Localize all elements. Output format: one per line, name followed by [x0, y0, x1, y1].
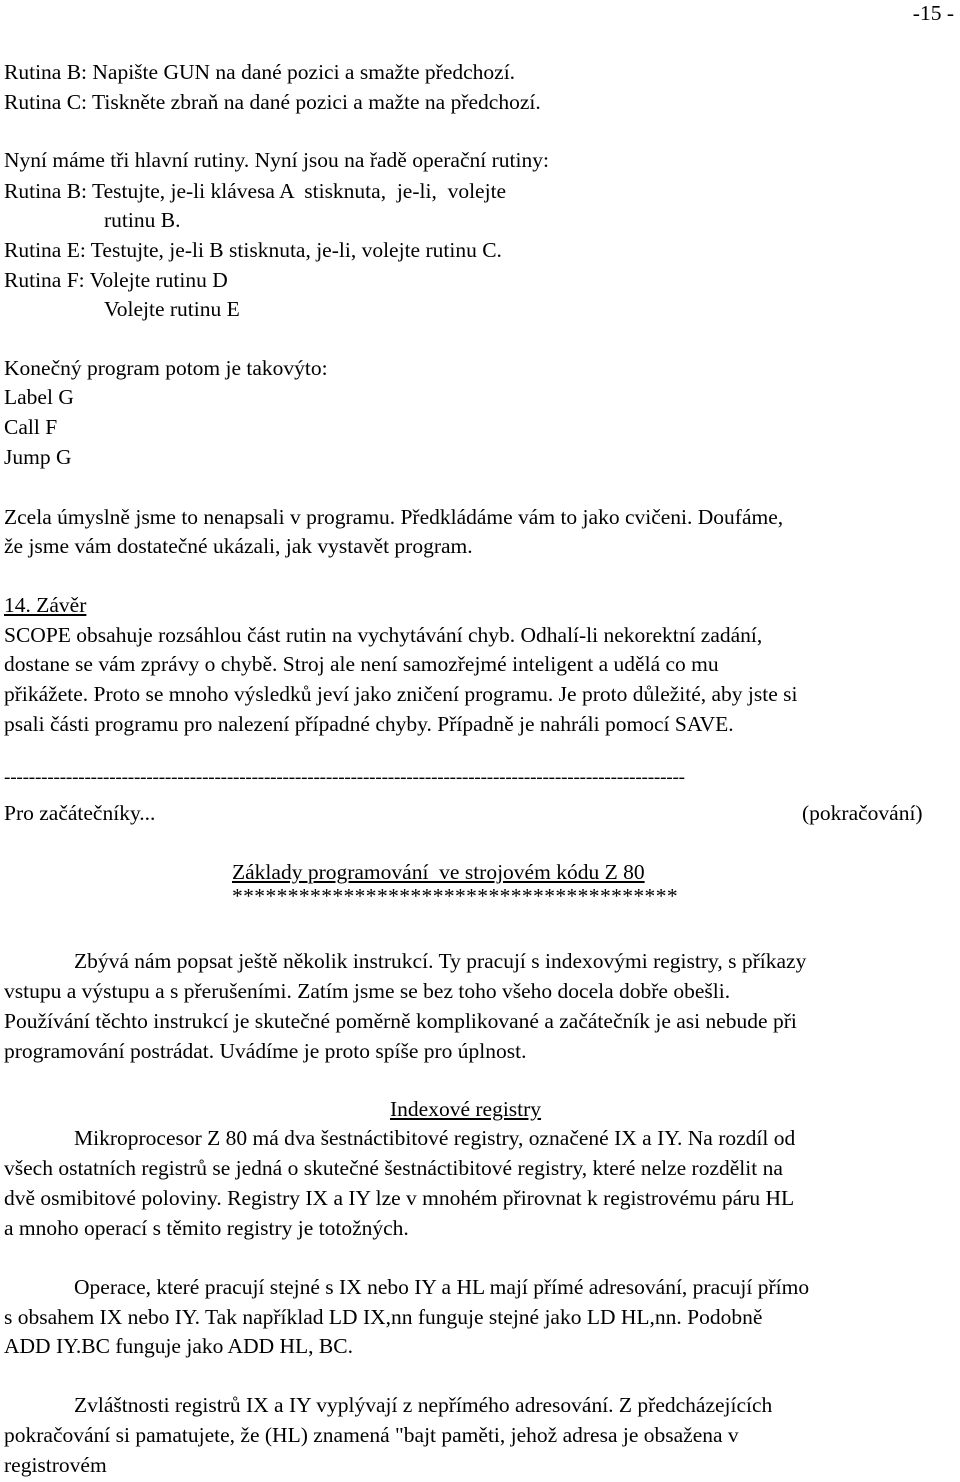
- text-line: Rutina B: Testujte, je-li klávesa A stisknuta, je-li, volejte: [4, 179, 507, 203]
- separator-line: --------------------------------------------------------------------------------------------------------------: [4, 767, 685, 788]
- text-line: ADD IY.BC funguje jako ADD HL, BC.: [4, 1334, 353, 1358]
- text-line: a mnoho operací s těmito registry je totožných.: [4, 1216, 409, 1240]
- text-line: Nyní máme tři hlavní rutiny. Nyní jsou na řadě operační rutiny:: [4, 148, 549, 172]
- text-line: Rutina B: Napište GUN na dané pozici a smažte předchozí.: [4, 60, 516, 84]
- title-asterisks: ****************************************: [232, 884, 678, 908]
- text-line: Zvláštnosti registrů IX a IY vyplývají z nepřímého adresování. Z předcházejících: [74, 1393, 773, 1417]
- text-line: Jump G: [4, 445, 72, 469]
- text-line: Zcela úmyslně jsme to nenapsali v programu. Předkládáme vám to jako cvičeni. Doufáme,: [4, 505, 784, 529]
- text-line: Call F: [4, 415, 58, 439]
- text-line: rutinu B.: [104, 208, 181, 232]
- text-line: s obsahem IX nebo IY. Tak například LD IX,nn funguje stejné jako LD HL,nn. Podobně: [4, 1305, 763, 1329]
- page-number: -15 -: [912, 1, 954, 25]
- text-line: Konečný program potom je takovýto:: [4, 356, 328, 380]
- text-line: programování postrádat. Uvádíme je proto spíše pro úplnost.: [4, 1039, 527, 1063]
- text-line: Rutina F: Volejte rutinu D: [4, 268, 228, 292]
- text-line: Mikroprocesor Z 80 má dva šestnáctibitové registry, označené IX a IY. Na rozdíl od: [74, 1126, 796, 1150]
- text-line: Zbývá nám popsat ještě několik instrukcí. Ty pracují s indexovými registry, s příkazy: [74, 949, 807, 973]
- text-line: vstupu a výstupu a s přerušeními. Zatím jsme se bez toho všeho docela dobře obešli.: [4, 979, 731, 1003]
- text-line: Volejte rutinu E: [104, 297, 240, 321]
- text-line: registrovém: [4, 1453, 107, 1477]
- text-line: že jsme vám dostatečné ukázali, jak vystavět program.: [4, 534, 473, 558]
- subsection-heading: Indexové registry: [390, 1097, 542, 1121]
- continuation-label: (pokračování): [802, 801, 923, 825]
- text-line: Rutina E: Testujte, je-li B stisknuta, je-li, volejte rutinu C.: [4, 238, 502, 262]
- text-line: přikážete. Proto se mnoho výsledků jeví jako zničení programu. Je proto důležité, aby jste si: [4, 682, 798, 706]
- column-title: Pro začátečníky...: [4, 801, 156, 825]
- text-line: Používání těchto instrukcí je skutečné poměrně komplikované a začátečník je asi nebude při: [4, 1009, 797, 1033]
- text-line: psali části programu pro nalezení případné chyby. Případně je nahráli pomocí SAVE.: [4, 712, 734, 736]
- text-line: dvě osmibitové poloviny. Registry IX a IY lze v mnohém přirovnat k registrovému páru HL: [4, 1186, 795, 1210]
- article-title: Základy programování ve strojovém kódu Z 80: [232, 860, 645, 884]
- text-line: dostane se vám zprávy o chybě. Stroj ale není samozřejmé inteligent a udělá co mu: [4, 652, 719, 676]
- text-line: všech ostatních registrů se jedná o skutečné šestnáctibitové registry, které nelze rozdělit na: [4, 1156, 783, 1180]
- text-line: Label G: [4, 385, 74, 409]
- section-heading: 14. Závěr: [4, 593, 87, 617]
- text-line: pokračování si pamatujete, že (HL) znamená "bajt paměti, jehož adresa je obsažena v: [4, 1423, 739, 1447]
- text-line: Rutina C: Tiskněte zbraň na dané pozici a mažte na předchozí.: [4, 90, 541, 114]
- text-line: Operace, které pracují stejné s IX nebo IY a HL mají přímé adresování, pracují přímo: [74, 1275, 810, 1299]
- text-line: SCOPE obsahuje rozsáhlou část rutin na vychytávání chyb. Odhalí-li nekorektní zadání,: [4, 623, 763, 647]
